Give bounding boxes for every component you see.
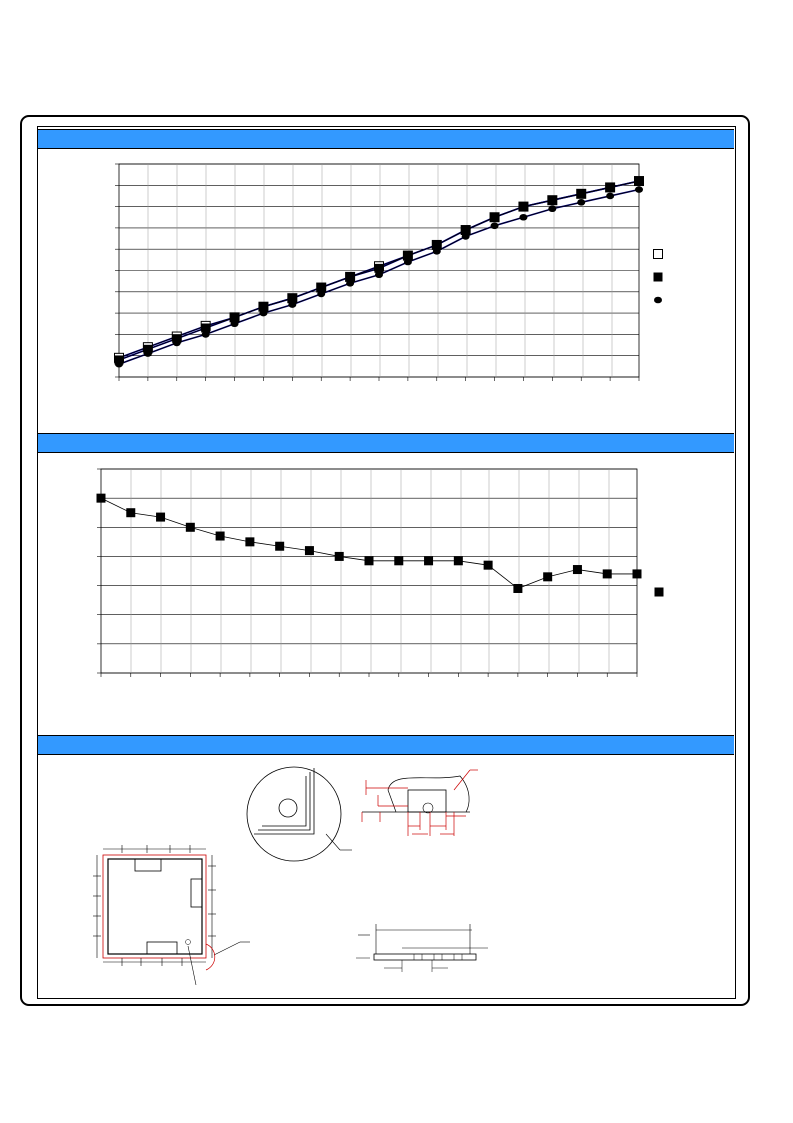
- top-view: [93, 845, 250, 985]
- side-view: [362, 770, 478, 836]
- detail-view: [247, 767, 352, 861]
- profile-view: [356, 924, 488, 972]
